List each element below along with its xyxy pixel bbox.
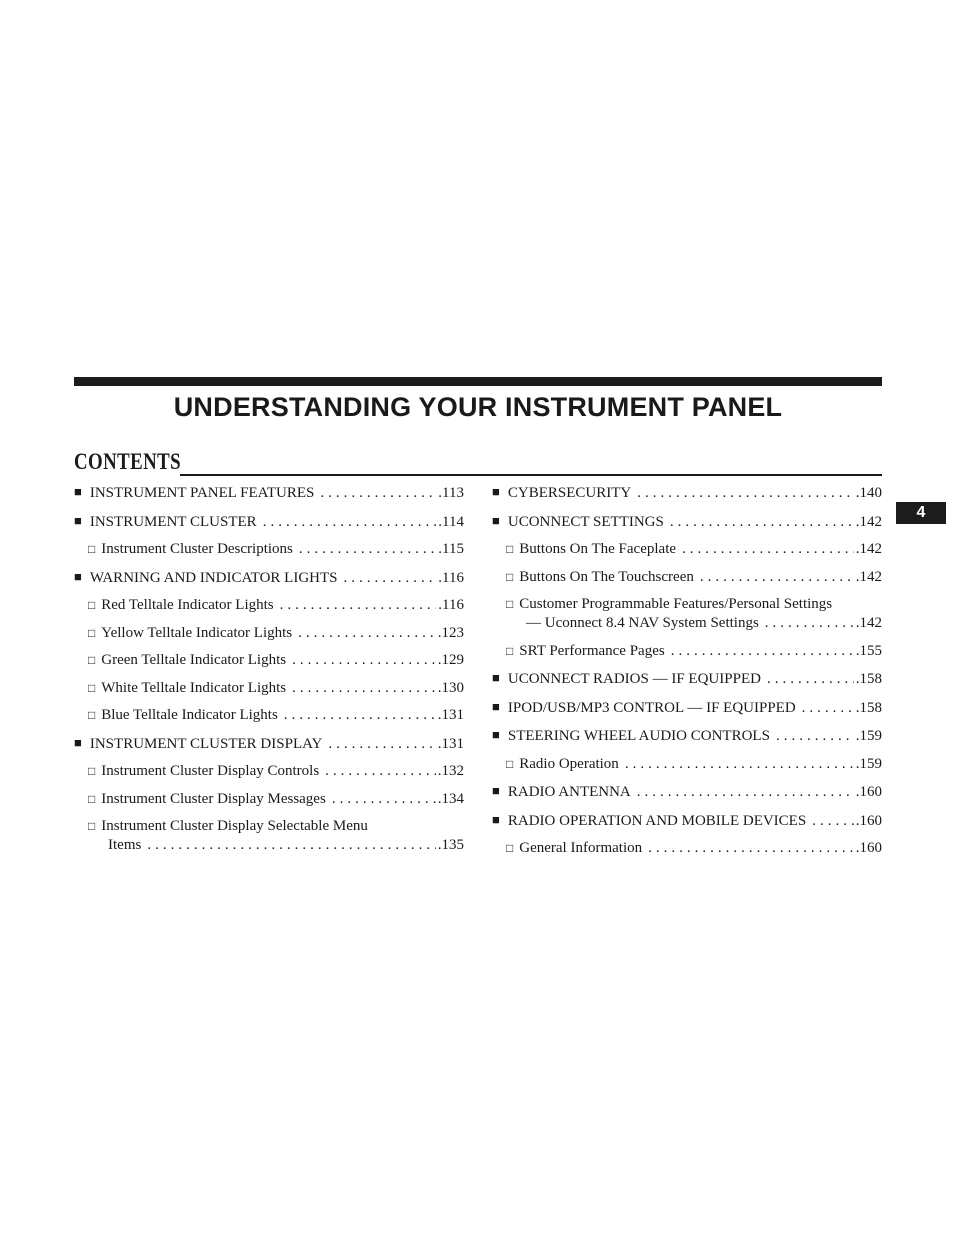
toc-entry-label: RADIO ANTENNA xyxy=(507,784,631,800)
toc-page-number: .114 xyxy=(438,513,464,530)
toc-entry-label: WARNING AND INDICATOR LIGHTS xyxy=(89,569,338,586)
toc-entry-label: Green Telltale Indicator Lights xyxy=(101,652,287,668)
toc-bullet: □ xyxy=(506,597,514,611)
toc-leader-dots xyxy=(625,755,854,774)
toc-page-number: .142 xyxy=(855,615,882,631)
toc-entry[interactable] xyxy=(74,817,464,855)
toc-bullet: □ xyxy=(506,569,514,584)
toc-leader-dots xyxy=(802,699,854,718)
toc-bullet: □ xyxy=(88,653,96,667)
toc-entry-label: CYBERSECURITY xyxy=(507,485,632,501)
toc-leader-dots xyxy=(280,596,437,615)
toc-entry-label: Instrument Cluster Display Controls xyxy=(101,763,320,779)
chapter-top-bar xyxy=(74,377,882,386)
toc-right-column xyxy=(492,483,882,867)
toc-leader-dots xyxy=(325,762,436,781)
toc-leader-dots xyxy=(767,670,854,689)
toc-entry[interactable] xyxy=(74,679,464,698)
toc-entry-label: Radio Operation xyxy=(519,755,619,772)
toc-leader-dots xyxy=(284,706,436,725)
toc-entry[interactable] xyxy=(492,642,882,661)
toc-entry[interactable] xyxy=(74,483,464,503)
toc-entry[interactable] xyxy=(74,624,464,643)
toc-bullet: ■ xyxy=(492,783,500,798)
toc-entry-label: Customer Programmable Features/Personal Settings xyxy=(519,596,833,612)
toc-entry-label: UCONNECT SETTINGS xyxy=(507,513,664,530)
toc-leader-dots xyxy=(292,679,436,698)
toc-page-number: .116 xyxy=(438,569,464,586)
toc-page-number: .132 xyxy=(437,763,464,779)
toc-leader-dots xyxy=(670,513,854,532)
toc-entry-label: INSTRUMENT CLUSTER DISPLAY xyxy=(89,735,323,752)
toc-leader-dots xyxy=(700,568,854,587)
toc-bullet: □ xyxy=(88,764,96,778)
toc-entry-label: IPOD/USB/MP3 CONTROL — IF EQUIPPED xyxy=(507,699,796,716)
toc-entry[interactable] xyxy=(74,706,464,725)
toc-bullet: ■ xyxy=(492,670,500,685)
toc-bullet: □ xyxy=(88,625,96,640)
toc-entry[interactable] xyxy=(492,595,882,633)
toc-entry[interactable] xyxy=(492,726,882,746)
toc-bullet: □ xyxy=(506,841,514,855)
toc-leader-dots xyxy=(648,839,854,858)
toc-entry[interactable] xyxy=(492,755,882,774)
toc-leader-dots xyxy=(298,624,436,643)
toc-leader-dots xyxy=(765,614,854,633)
toc-entry[interactable] xyxy=(492,540,882,559)
toc-page-number: .158 xyxy=(855,699,882,716)
toc-leader-dots xyxy=(682,540,854,559)
toc-page-number: .130 xyxy=(437,679,464,696)
toc-entry-label: Buttons On The Touchscreen xyxy=(519,568,694,585)
toc-entry-label: White Telltale Indicator Lights xyxy=(101,679,287,696)
toc-bullet: ■ xyxy=(74,512,82,528)
toc-entry[interactable] xyxy=(74,651,464,670)
toc-entry[interactable] xyxy=(74,568,464,588)
toc-leader-dots xyxy=(637,484,854,503)
toc-entry-label: Instrument Cluster Display Selectable Menu xyxy=(101,818,368,834)
toc-entry[interactable] xyxy=(492,698,882,718)
toc-leader-dots xyxy=(147,836,435,855)
toc-page-number: .131 xyxy=(437,735,464,752)
toc-page-number: .142 xyxy=(855,541,882,557)
chapter-tab[interactable]: 4 xyxy=(896,502,946,524)
toc-page-number: .160 xyxy=(855,784,882,800)
toc-page-number: .142 xyxy=(855,513,882,530)
toc-bullet: □ xyxy=(88,708,96,722)
toc-entry-label-continued: Items xyxy=(108,837,142,853)
toc-leader-dots xyxy=(671,642,854,661)
toc-bullet: ■ xyxy=(492,698,500,714)
toc-leader-dots xyxy=(299,540,436,559)
toc-page-number: .129 xyxy=(437,652,464,668)
toc-entry[interactable] xyxy=(74,540,464,559)
toc-page-number: .123 xyxy=(437,624,464,641)
toc-bullet: ■ xyxy=(492,512,500,528)
toc-bullet: ■ xyxy=(492,811,500,827)
toc-entry[interactable] xyxy=(74,790,464,809)
toc-page-number: .116 xyxy=(438,597,464,613)
toc-page-number: .115 xyxy=(438,541,464,557)
toc-entry-label: Blue Telltale Indicator Lights xyxy=(101,707,278,723)
toc-bullet: □ xyxy=(88,791,96,806)
toc-bullet: ■ xyxy=(492,484,500,499)
toc-page-number: .113 xyxy=(438,485,464,501)
toc-page-number: .140 xyxy=(855,485,882,501)
toc-page-number: .159 xyxy=(855,755,882,772)
toc-bullet: □ xyxy=(88,680,96,695)
toc-left-column xyxy=(74,483,464,864)
toc-entry-label: Red Telltale Indicator Lights xyxy=(101,597,274,613)
toc-bullet: ■ xyxy=(74,734,82,750)
toc-leader-dots xyxy=(637,783,854,802)
toc-entry-label: Yellow Telltale Indicator Lights xyxy=(101,624,293,641)
toc-entry-label: RADIO OPERATION AND MOBILE DEVICES xyxy=(507,812,807,829)
toc-bullet: □ xyxy=(88,598,96,612)
toc-entry-label: Instrument Cluster Display Messages xyxy=(101,790,326,807)
toc-page-number: .142 xyxy=(855,568,882,585)
toc-entry[interactable] xyxy=(492,839,882,858)
toc-entry[interactable] xyxy=(74,762,464,781)
toc-bullet: ■ xyxy=(492,727,500,742)
toc-entry-label: Instrument Cluster Descriptions xyxy=(101,541,293,557)
toc-page-number: .135 xyxy=(437,837,464,853)
toc-leader-dots xyxy=(292,651,436,670)
toc-page-number: .160 xyxy=(855,840,882,856)
toc-entry[interactable] xyxy=(492,512,882,532)
toc-entry-label: INSTRUMENT PANEL FEATURES xyxy=(89,485,315,501)
toc-leader-dots xyxy=(263,513,437,532)
toc-bullet: ■ xyxy=(74,484,82,499)
toc-entry-label-continued: — Uconnect 8.4 NAV System Settings xyxy=(526,615,759,631)
contents-heading: CONTENTS xyxy=(74,449,182,474)
toc-bullet: □ xyxy=(506,756,514,771)
toc-page-number: .134 xyxy=(437,790,464,807)
toc-entry[interactable] xyxy=(74,596,464,615)
toc-entry[interactable] xyxy=(492,811,882,831)
toc-entry[interactable] xyxy=(492,782,882,802)
chapter-title: UNDERSTANDING YOUR INSTRUMENT PANEL xyxy=(173,392,783,422)
toc-leader-dots xyxy=(332,790,436,809)
toc-bullet: □ xyxy=(506,643,514,658)
toc-bullet: □ xyxy=(88,819,96,833)
toc-entry[interactable] xyxy=(74,512,464,532)
contents-rule xyxy=(180,474,882,476)
toc-leader-dots xyxy=(328,735,435,754)
toc-bullet: □ xyxy=(88,542,96,556)
toc-entry[interactable] xyxy=(492,568,882,587)
toc-entry[interactable] xyxy=(492,483,882,503)
toc-page-number: .131 xyxy=(437,707,464,723)
toc-bullet: ■ xyxy=(74,568,82,584)
toc-entry-label: Buttons On The Faceplate xyxy=(519,541,677,557)
toc-entry-label: General Information xyxy=(519,840,643,856)
toc-entry-label: SRT Performance Pages xyxy=(519,642,665,659)
toc-entry[interactable] xyxy=(74,734,464,754)
toc-entry-label: UCONNECT RADIOS — IF EQUIPPED xyxy=(507,671,761,687)
toc-leader-dots xyxy=(344,569,437,588)
toc-page-number: .158 xyxy=(855,671,882,687)
toc-page-number: .159 xyxy=(855,728,882,744)
toc-leader-dots xyxy=(812,812,854,831)
toc-entry-label: STEERING WHEEL AUDIO CONTROLS xyxy=(507,728,770,744)
toc-leader-dots xyxy=(776,727,854,746)
toc-page-number: .155 xyxy=(855,642,882,659)
toc-entry[interactable] xyxy=(492,669,882,689)
toc-entry-label: INSTRUMENT CLUSTER xyxy=(89,513,257,530)
toc-leader-dots xyxy=(320,484,436,503)
toc-bullet: □ xyxy=(506,542,514,556)
toc-page-number: .160 xyxy=(855,812,882,829)
